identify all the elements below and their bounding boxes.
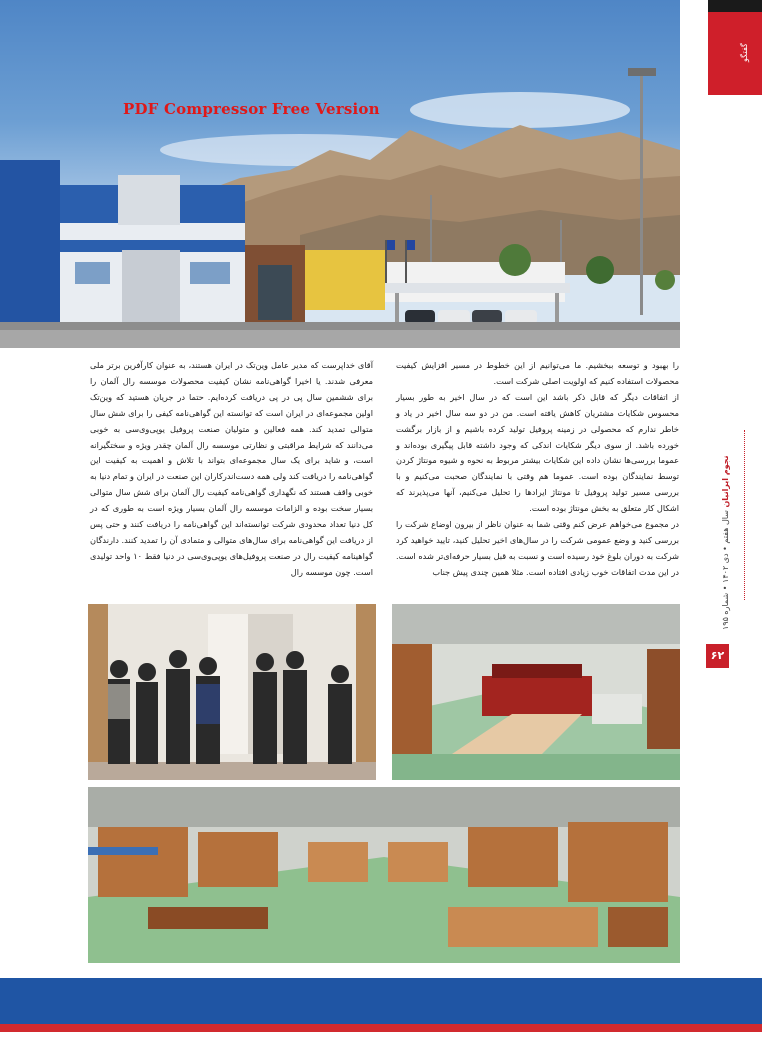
page-number: ۶۲ (706, 644, 729, 668)
warehouse-panorama-photo (88, 787, 680, 963)
paragraph: از اتفاقات دیگر که قابل ذکر باشد این است که در سال اخیر به طور بسیار محسوس شکایات مشتریان کاهش یافته است. من در دو سه سال اخیر در یاد و خاطر ندارم که محصولی در زمینه پروفیل تولید کرده باشیم و از بازار برگشت خورده باشد. از سوی دیگر شکایات اندکی که وجود داشته قابل پیگیری بوده‌اند و عموما بررسی‌ها نشان داده این شکایات بیشتر مربوط به نحوه و شیوه مونتاژ کردن توسط نمایندگان بوده است. عموما هم وقتی با نمایندگان صحبت می‌کنیم و با بررسی مسیر تولید پروفیل تا مونتاژ ایرادها را تحلیل می‌کنیم، آنها می‌پذیرند که اشکال کار متعلق به بخش مونتاژ بوده است. (396, 391, 679, 514)
magazine-name: نجوم ایرانیان (721, 455, 730, 508)
paragraph: در مجموع می‌خواهم عرض کنم وقتی شما به عنوان ناظر از بیرون اوضاع شرکت را بررسی کنید و وضع عمومی شرکت را در سال‌های اخیر تحلیل کنید، تایید خواهید کرد شرکت به دوران بلوغ خود رسیده است و نسبت به قبل بسیار حرفه‌ای‌تر شده است. در این مدت اتفاقات خوب زیادی افتاده است. مثلا همین چندی پیش جناب (396, 519, 679, 577)
hero-factory-photo (0, 0, 680, 348)
watermark-text: PDF Compressor Free Version (123, 100, 380, 118)
group-photo (88, 604, 376, 780)
footer-band-blue (0, 978, 762, 1024)
sidebar-divider (744, 430, 746, 600)
article-column-right (396, 358, 679, 581)
issue-metadata (721, 456, 730, 630)
section-tab (708, 0, 762, 95)
section-label: گفتگو (740, 43, 749, 62)
section-tab-top (708, 0, 762, 12)
issue-info: سال هفتم • دی ۱۴۰۲ • شماره ۱۹۵ (721, 510, 730, 630)
production-line-photo (392, 604, 680, 780)
paragraph: را بهبود و توسعه ببخشیم. ما می‌توانیم از این خطوط در مسیر افزایش کیفیت محصولات استفاده کنیم که اولویت اصلی شرکت است. (396, 360, 679, 386)
article-column-left (90, 358, 373, 581)
footer-band-red (0, 1024, 762, 1032)
paragraph: آقای خداپرست که مدیر عامل وین‌تک در ایران هستند، به عنوان کارآفرین برتر ملی معرفی شدند. یا اخیرا گواهی‌نامه نشان کیفیت محصولات موسسه رال آلمان را برای ششمین سال پی در پی دریافت کرده‌ایم. حتما در جریان هستید که وین‌تک اولین مجموعه‌ای در ایران است که توانسته این گواهی‌نامه کیفی را برای شش سال متوالی تمدید کند. همه فعالین و متولیان صنعت پروفیل یوپی‌وی‌سی به خوبی می‌دانند که شرایط مراقبتی و نظارتی موسسه رال آلمان چقدر ویژه و سختگیرانه است، و شاید برای یک سال مجموعه‌ای بتواند با تلاش و اهمیت به کیفیت این گواهی‌نامه را دریافت کند ولی همه دست‌اندرکاران این صنعت در ایران و تمام دنیا به خوبی واقف هستند که نگهداری گواهی‌نامه کیفیت رال آلمان برای شش سال متوالی بسیار سخت بوده و الزامات موسسه رال آلمان بسیار ویژه است به طوری که در کل دنیا تعداد محدودی شرکت توانسته‌اند این گواهی‌نامه را دریافت کنند و حتی پس از دریافت این گواهی‌نامه برای سال‌های متوالی و متمادی آن را تمدید کنند. دارندگان گواهینامه کیفیت رال در صنعت پروفیل‌های یوپی‌وی‌سی در دنیا فقط ۱۰ واحد تولیدی است. چون موسسه رال (90, 360, 373, 577)
